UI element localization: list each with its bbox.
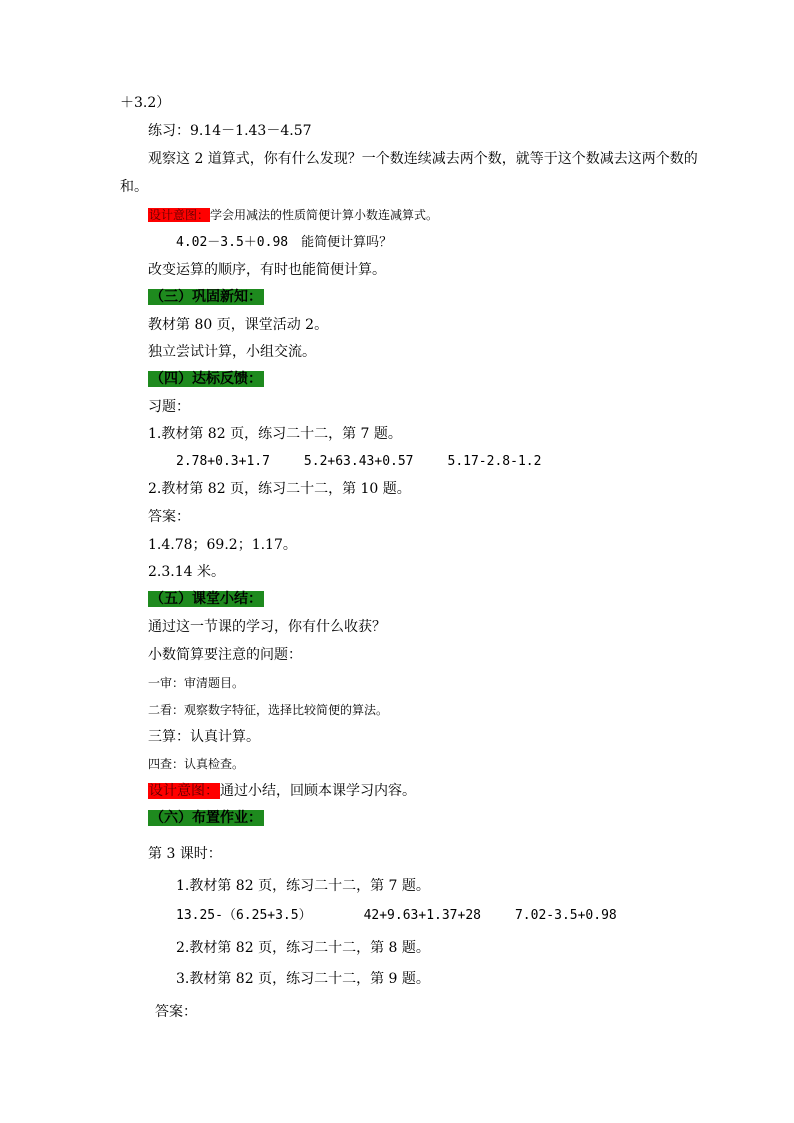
- text-line: ＋3.2）: [120, 95, 171, 111]
- text-line: 1.教材第 82 页，练习二十二，第 7 题。: [148, 426, 402, 442]
- text-line: 习题：: [148, 399, 190, 415]
- text-line: 二看：观察数字特征，选择比较简便的算法。: [148, 703, 389, 717]
- section-heading-6: [148, 809, 264, 827]
- text-line: 答案：: [148, 509, 190, 525]
- design-intent-tag: 设计意图：: [149, 208, 210, 222]
- section-heading-label: （六）布置作业：: [150, 810, 262, 826]
- expression: 13.25-（6.25+3.5）: [176, 908, 312, 923]
- exercise-line: 练习：9.14－1.43－4.57: [148, 123, 312, 139]
- text-line: 3.教材第 82 页，练习二十二，第 9 题。: [176, 971, 430, 987]
- text-line: 通过这一节课的学习，你有什么收获？: [148, 619, 386, 635]
- text-line: 教材第 80 页，课堂活动 2。: [148, 317, 329, 333]
- expression: 2.78+0.3+1.7: [176, 454, 270, 469]
- expression-row: [176, 453, 541, 471]
- design-intent-1: [148, 206, 438, 224]
- paragraph-line-cont: 和。: [120, 179, 148, 195]
- design-intent-text: 学会用减法的性质简便计算小数连减算式。: [210, 208, 439, 222]
- expression: 7.02-3.5+0.98: [514, 908, 617, 923]
- text-line: 2.教材第 82 页，练习二十二，第 10 题。: [148, 481, 411, 497]
- answer-line: 1.4.78；69.2；1.17。: [148, 537, 297, 553]
- design-intent-2: [148, 782, 416, 800]
- expression: 5.17-2.8-1.2: [447, 454, 542, 469]
- expression: 5.2+63.43+0.57: [303, 454, 414, 469]
- text-line: 答案：: [155, 1004, 197, 1020]
- expression-row: [176, 907, 617, 925]
- text-line: 1.教材第 82 页，练习二十二，第 7 题。: [176, 878, 430, 894]
- text-line: 独立尝试计算，小组交流。: [148, 344, 316, 360]
- section-heading-label: （五）课堂小结：: [150, 591, 262, 607]
- text-line: 2.教材第 82 页，练习二十二，第 8 题。: [176, 940, 430, 956]
- answer-line: 2.3.14 米。: [148, 564, 225, 580]
- question-line: 4.02－3.5＋0.98 能简便计算吗？: [176, 235, 393, 250]
- expression: 42+9.63+1.37+28: [363, 908, 481, 923]
- text-line: 四查：认真检查。: [148, 757, 245, 771]
- design-intent-tag: 设计意图：: [149, 783, 219, 799]
- section-heading-label: （四）达标反馈：: [150, 371, 262, 387]
- section-heading-5: [148, 590, 264, 608]
- section-heading-3: [148, 288, 264, 306]
- text-line: 三算：认真计算。: [148, 729, 260, 745]
- text-line: 改变运算的顺序，有时也能简便计算。: [148, 262, 386, 278]
- text-line: 小数简算要注意的问题：: [148, 647, 302, 663]
- section-heading-4: [148, 370, 264, 388]
- design-intent-text: 通过小结，回顾本课学习内容。: [220, 783, 416, 799]
- paragraph-line: 观察这 2 道算式，你有什么发现？一个数连续减去两个数，就等于这个数减去这两个数的: [148, 151, 698, 167]
- section-heading-label: （三）巩固新知：: [150, 289, 262, 305]
- text-line: 第 3 课时：: [148, 846, 222, 862]
- text-line: 一审：审清题目。: [148, 676, 245, 690]
